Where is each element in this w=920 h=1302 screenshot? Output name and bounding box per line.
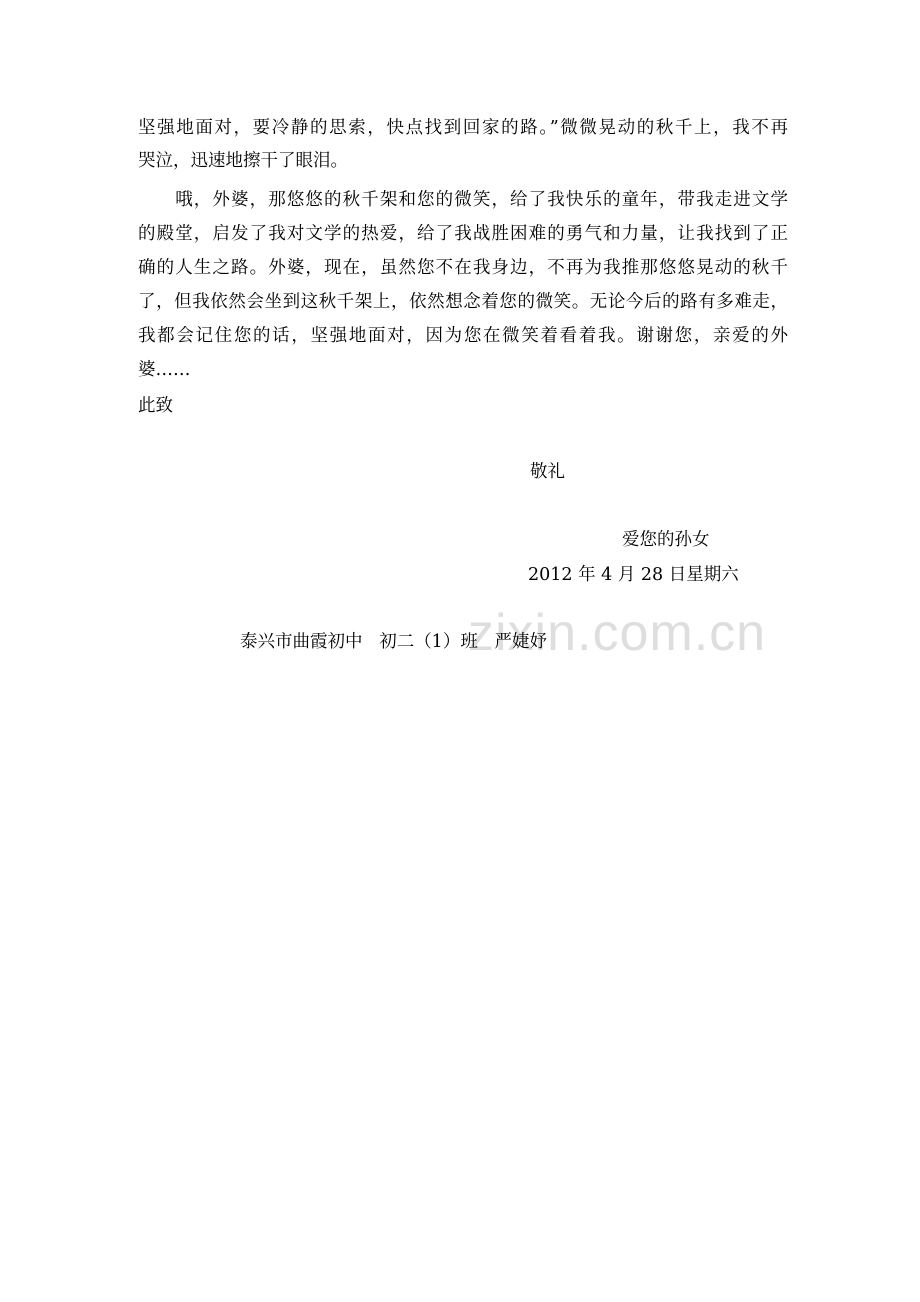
letter-body-line-5: 确的人生之路。外婆，现在，虽然您不在我身边，不再为我推那悠悠晃动的秋千 <box>138 258 788 278</box>
letter-body-line-6: 了，但我依然会坐到这秋千架上，依然想念着您的微笑。无论今后的路有多难走， <box>138 292 788 312</box>
letter-body-line-3: 哦，外婆，那悠悠的秋千架和您的微笑，给了我快乐的童年，带我走进文学 <box>138 190 788 210</box>
letter-body-line-8: 婆…… <box>138 360 191 380</box>
letter-body-line-1: 坚强地面对，要冷静的思索，快点找到回家的路。”微微晃动的秋千上，我不再 <box>138 118 788 138</box>
letter-signature: 爱您的孙女 <box>622 530 710 550</box>
letter-body-line-2: 哭泣，迅速地擦干了眼泪。 <box>138 151 348 171</box>
letter-body-line-4: 的殿堂，启发了我对文学的热爱，给了我战胜困难的勇气和力量，让我找到了正 <box>138 224 788 244</box>
author-line: 泰兴市曲霞初中 初二（1）班 严婕妤 <box>240 632 548 652</box>
letter-closing: 此致 <box>138 396 173 416</box>
letter-date: 2012 年 4 月 28 日星期六 <box>528 565 739 585</box>
site-watermark: zixin.com.cn <box>468 604 767 662</box>
letter-salutation: 敬礼 <box>530 462 565 482</box>
letter-body-line-7: 我都会记住您的话，坚强地面对，因为您在微笑着看着我。谢谢您，亲爱的外 <box>138 326 788 346</box>
